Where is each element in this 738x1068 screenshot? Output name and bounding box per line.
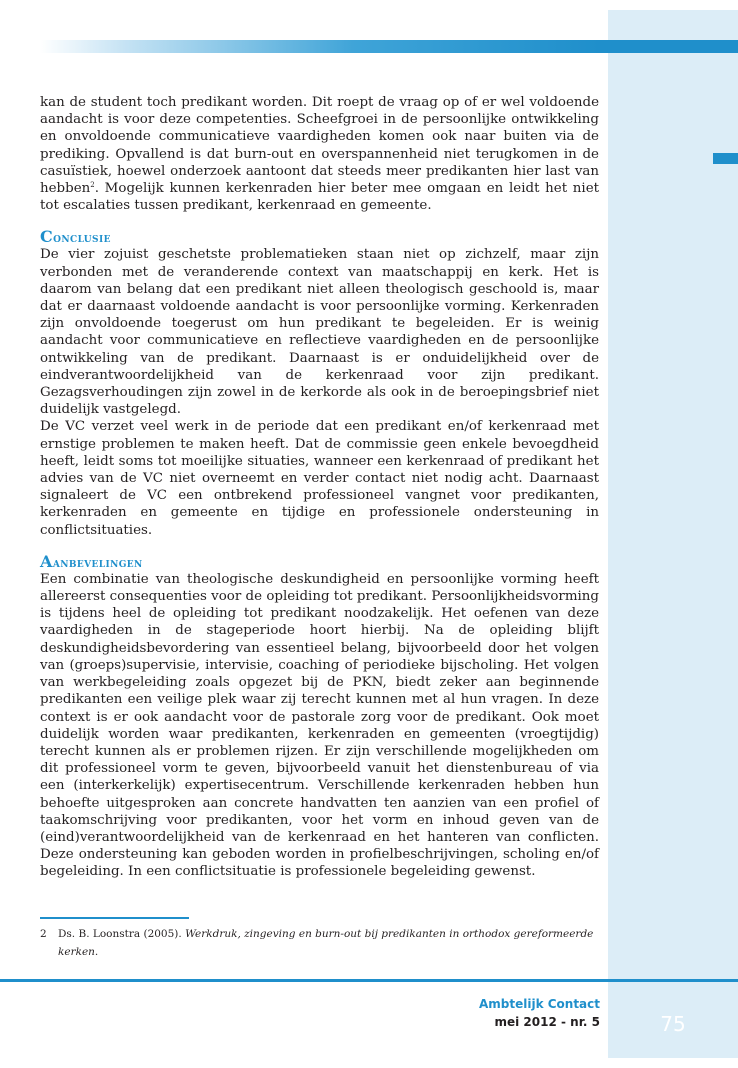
intro-paragraph: kan de student toch predikant worden. Dit roept de vraag op of er wel voldoende aandacht is voor deze competenties. Scheefgroei in de persoonlijke ontwikkeling en onvoldoende communicatieve vaardigheden komen ook naar buiten via de prediking. Opvallend is dat burn-out en overspannenheid niet terugkomen in de casuïstiek, hoewel onderzoek aantoont dat steeds meer predikanten hier last van hebben$^2$. Mogelijk kunnen kerkenraden hier beter mee omgaan en leidt het niet tot escalaties tussen predikant, kerkenraad en gemeente. [40,95,599,214]
conclusie-paragraph-2: De VC verzet veel werk in de periode dat een predikant en/of kerkenraad met ernstige problemen te maken heeft. Dat de commissie geen enkele bevoegdheid heeft, leidt soms tot moeilijke situaties, wanneer een kerkenraad of predikant het advies van de VC niet overneemt en verder contact niet nodig acht. Daarnaast signaleert de VC een ontbrekend professioneel vangnet voor predikanten, kerkenraden en gemeente en tijdige en professionele ondersteuning in conflictsituaties. [40,419,599,538]
footnote-text: Ds. B. Loonstra (2005). Werkdruk, zingeving en burn-out bij predikanten in orthodox gereformeerde kerken. [58,928,594,958]
heading-conclusie: Conclusie [40,227,111,247]
aanbevelingen-paragraph: Een combinatie van theologische deskundigheid en persoonlijke vorming heeft allereerst consequenties voor de opleiding tot predikant. Persoonlijkheidsvorming is tijdens heel de opleiding tot predikant noodzakelijk. Het oefenen van deze vaardigheden in de stageperiode hoort hierbij. Na de opleiding blijft deskundigheidsbevordering van essentieel belang, bijvoorbeeld door het volgen van (groeps)supervisie, intervisie, coaching of periodieke bijscholing. Het volgen van werkbegeleiding zoals opgezet bij de PKN, biedt zeker aan beginnende predikanten een veilige plek waar zij terecht kunnen met al hun vragen. In deze context is er ook aandacht voor de pastorale zorg voor de predikant. Ook moet duidelijk worden waar predikanten, kerkenraden en gemeenten (vroegtijdig) terecht kunnen als er problemen rijzen. Er zijn verschillende mogelijkheden om dit professioneel vorm te geven, bijvoorbeeld vanuit het dienstenbureau of via een (interkerkelijk) expertisecentrum. Verschillende kerkenraden hebben hun behoefte uitgesproken aan concrete handvatten ten aanzien van een profiel of taakomschrijving voor predikanten, voor het vorm en inhoud geven van de (eind)verantwoordelijkheid van de kerkenraad en het hanteren van conflicten. Deze ondersteuning kan geboden worden in profielbeschrijvingen, scholing en/of begeleiding. In een conflictsituatie is professionele begeleiding gewenst. [40,571,599,880]
footnote [40,926,599,961]
footer-rule [0,979,738,982]
page-sidebar-band [608,10,738,1058]
article-body [40,94,599,881]
footnote-divider [40,917,189,919]
magazine-name: Ambtelijk Contact [478,997,600,1011]
conclusie-paragraph-1: De vier zojuist geschetste problematieken staan niet op zichzelf, maar zijn verbonden met de veranderende context van maatschappij en kerk. Het is daarom van belang dat een predikant niet alleen theologisch geschoold is, maar dat er daarnaast voldoende aandacht is voor persoonlijke vorming. Kerkenraden zijn onvoldoende toegerust om hun predikant te begeleiden. Er is weinig aandacht voor communicatieve en reflectieve vaardigheden en de persoonlijke ontwikkeling van de predikant. Daarnaast is er onduidelijkheid over de eindverantwoordelijkheid van de kerkenraad voor zijn predikant. Gezagsverhoudingen zijn zowel in de kerkorde als ook in de beroepingsbrief niet duidelijk vastgelegd. [40,247,599,418]
footnote-number: 2 [40,928,47,940]
header-gradient-bar [40,40,738,53]
sidebar-marker-tab [713,153,738,164]
magazine-issue: mei 2012 - nr. 5 [494,1015,600,1029]
page-number: 75 [660,1012,686,1036]
footer-magazine-info [479,995,600,1031]
heading-aanbevelingen: Aanbevelingen [40,551,143,571]
footnote-title: Werkdruk, zingeving en burn-out bij predikanten in orthodox gereformeerde kerken. [58,928,594,958]
footnote-reference[interactable]: 2 [90,181,95,190]
